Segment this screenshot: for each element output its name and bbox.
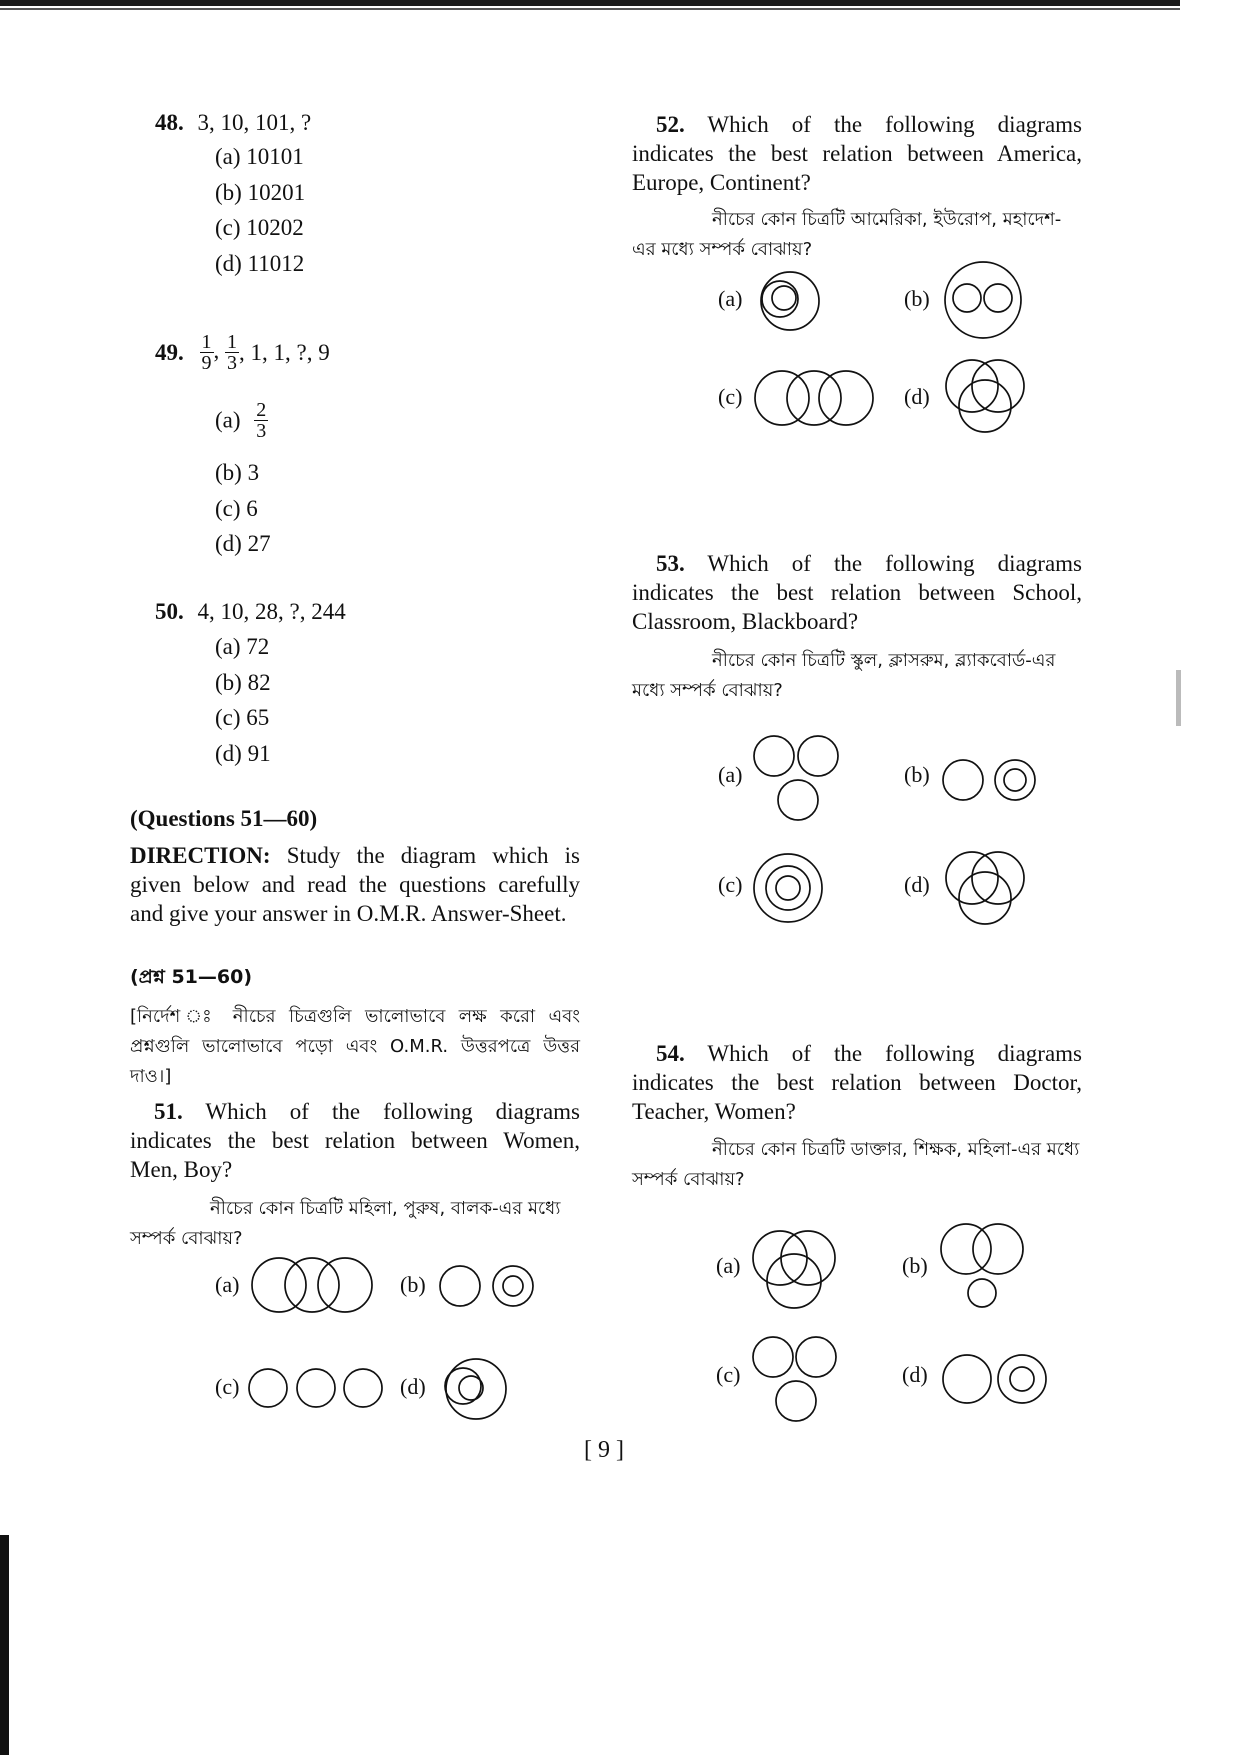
question-53 [632, 549, 1082, 636]
q51-diagram-d [438, 1355, 518, 1425]
question-number: 54. [656, 1041, 685, 1066]
q53-label-b: (b) [904, 762, 930, 787]
q53-label-c: (c) [718, 872, 743, 897]
q51-label-c: (c) [215, 1374, 240, 1399]
q52-label-c: (c) [718, 384, 743, 409]
page-number: [ 9 ] [584, 1437, 624, 1463]
bengali-section-heading: (প্রশ্ন 51—60) [130, 966, 253, 988]
q53-diagram-b [940, 755, 1040, 805]
q51-diagram-a [245, 1255, 375, 1315]
q52-diagram-d [942, 354, 1032, 439]
question-number: 48. [155, 110, 184, 135]
question-text: Which of the following diagrams indicates the best relation between Doctor, Teacher, Women? [632, 1041, 1082, 1124]
question-52 [632, 110, 1082, 197]
question-51 [130, 1097, 580, 1184]
q53-label-d: (d) [904, 872, 930, 897]
question-50 [155, 597, 346, 626]
q54-diagram-a [750, 1226, 842, 1312]
q54-diagram-d [940, 1352, 1050, 1412]
option-d: (d) 11012 [215, 250, 305, 276]
question-text: 3, 10, 101, ? [197, 110, 312, 135]
q54-diagram-c [750, 1335, 840, 1425]
question-48 [155, 108, 311, 137]
option-b: (b) 10201 [215, 179, 306, 205]
q52-label-d: (d) [904, 384, 930, 409]
question-text: Which of the following diagrams indicates the best relation between Women, Men, Boy? [130, 1099, 580, 1182]
option-d: (d) 27 [215, 531, 271, 556]
question-text: Which of the following diagrams indicates the best relation between School, Classroom, Blackboard? [632, 551, 1082, 634]
direction-block [130, 841, 580, 928]
q51-label-d: (d) [400, 1374, 426, 1399]
bengali-direction: [নির্দেশ ঃ নীচের চিত্রগুলি ভালোভাবে লক্ষ করো এবং প্রশ্নগুলি ভালোভাবে পড়ো এবং O.M.R. উত্তরপত্রে উত্তর দাও।] [130, 1006, 580, 1087]
q54-label-d: (d) [902, 1362, 928, 1387]
q51-label-a: (a) [215, 1272, 240, 1297]
option-c: (c) 6 [215, 495, 258, 521]
top-border-line [0, 0, 1180, 6]
question-sequence: $\frac{1}{9}$ , $\frac{1}{3}$ , 1, 1, ?, 9 [201, 331, 330, 374]
question-50-options [215, 634, 271, 776]
question-48-options [215, 144, 305, 286]
question-text: 4, 10, 28, ?, 244 [197, 599, 346, 624]
q54-label-c: (c) [716, 1362, 741, 1387]
q51-diagram-c [248, 1364, 388, 1414]
question-49 [155, 332, 330, 373]
option-a: (a) 10101 [215, 144, 304, 169]
q53-diagram-c [752, 852, 824, 924]
question-number: 51. [154, 1099, 183, 1124]
direction-label: DIRECTION: [130, 843, 271, 868]
q51-diagram-b [438, 1262, 538, 1312]
section-heading: (Questions 51—60) [130, 806, 318, 831]
option-a: (a) 72 [215, 634, 270, 659]
q52-label-a: (a) [718, 286, 743, 311]
question-49-options [215, 460, 271, 567]
q52-label-b: (b) [904, 286, 930, 311]
q54-label-b: (b) [902, 1253, 928, 1278]
q52-diagram-c [752, 368, 877, 428]
q54-diagram-b [938, 1222, 1028, 1312]
question-text: Which of the following diagrams indicates the best relation between America, Europe, Continent? [632, 112, 1082, 195]
question-51-bengali: নীচের কোন চিত্রটি মহিলা, পুরুষ, বালক-এর মধ্যে সম্পর্ক বোঝায়? [130, 1198, 561, 1249]
option-d: (d) 91 [215, 740, 271, 766]
option-c: (c) 10202 [215, 215, 304, 240]
option-c: (c) 65 [215, 705, 270, 730]
question-number: 52. [656, 112, 685, 137]
q53-label-a: (a) [718, 762, 743, 787]
question-54 [632, 1039, 1082, 1126]
direction-text: Study the diagram which is given below and read the questions carefully and give your answer in O.M.R. Answer-Sheet. [130, 843, 581, 926]
option-b: (b) 82 [215, 669, 271, 695]
q53-diagram-a [752, 734, 842, 824]
question-number: 53. [656, 551, 685, 576]
q53-diagram-d [942, 846, 1032, 931]
q52-diagram-b [940, 260, 1030, 340]
fraction-one-third: $\frac{1}{3}$ [227, 331, 237, 374]
question-53-bengali: নীচের কোন চিত্রটি স্কুল, ক্লাসরুম, ব্ল্যাকবোর্ড-এর মধ্যে সম্পর্ক বোঝায়? [632, 650, 1056, 701]
top-border-line-thin [0, 8, 1180, 10]
q52-diagram-a [750, 270, 830, 330]
option-b: (b) 3 [215, 460, 260, 485]
question-49-option-a: (a) $\frac{2}{3}$ [215, 399, 267, 442]
question-number: 49. [155, 340, 184, 365]
fraction-one-ninth: $\frac{1}{9}$ [201, 331, 212, 374]
question-54-bengali: নীচের কোন চিত্রটি ডাক্তার, শিক্ষক, মহিলা-এর মধ্যে সম্পর্ক বোঝায়? [632, 1139, 1080, 1190]
question-number: 50. [155, 599, 184, 624]
fraction-two-thirds: $\frac{2}{3}$ [256, 399, 267, 442]
scan-edge-mark [1176, 670, 1181, 726]
q54-label-a: (a) [716, 1253, 741, 1278]
scan-edge-bar [0, 1535, 9, 1755]
question-52-bengali: নীচের কোন চিত্রটি আমেরিকা, ইউরোপ, মহাদেশ-এর মধ্যে সম্পর্ক বোঝায়? [632, 209, 1062, 260]
q51-label-b: (b) [400, 1272, 426, 1297]
